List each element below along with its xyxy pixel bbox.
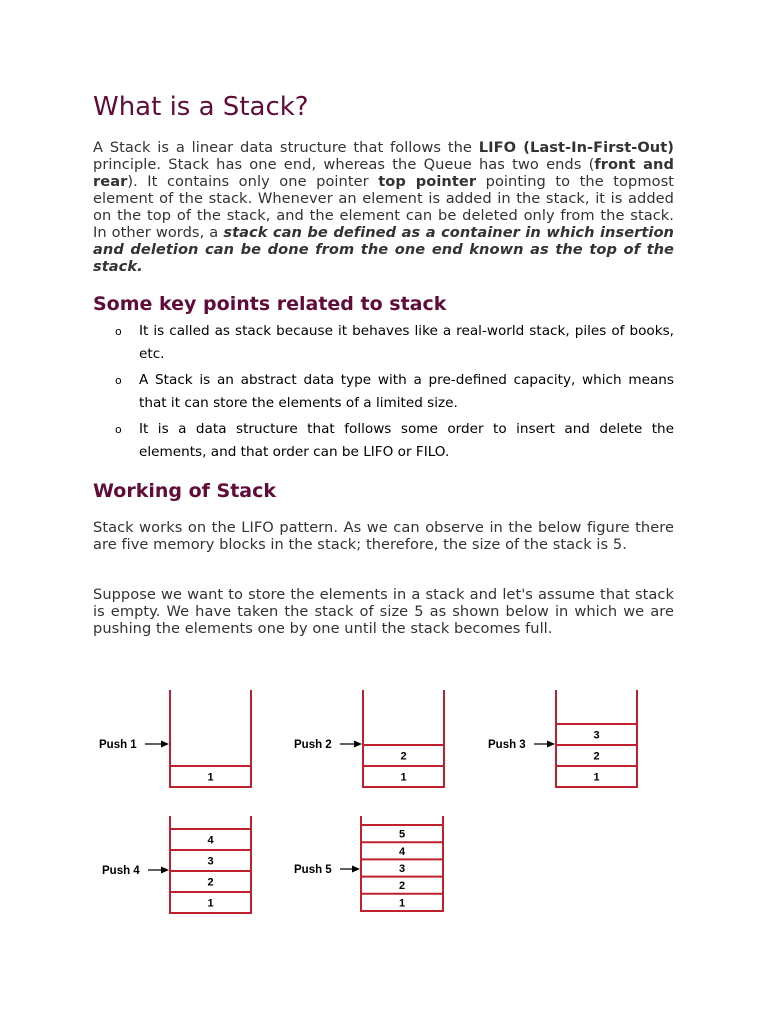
arrow-head-icon [547,741,555,748]
list-item-text: It is a data structure that follows some order to insert and delete the elements, and that order can be LIFO or FILO. [139,421,674,460]
stack-cell-value: 2 [593,750,600,763]
arrow-head-icon [354,741,362,748]
list-item-text: A Stack is an abstract data type with a pre-defined capacity, which means that it can store the elements of a limited size. [139,372,674,411]
list-item [93,418,674,464]
push-label: Push 4 [102,865,140,877]
intro-paragraph [93,139,674,275]
ends-term: front and rear [93,156,674,190]
stack-cell-value: 4 [398,845,406,858]
stack-cell-value: 3 [398,863,406,875]
stack-cell-value: 1 [207,771,214,784]
stack-5 [294,816,443,911]
stack-cell-value: 1 [398,897,406,910]
list-item-text: It is called as stack because it behaves like a real-world stack, piles of books, etc. [139,323,674,362]
page-title: What is a Stack? [93,92,309,122]
stack-container [361,816,443,911]
intro-text-1: A Stack is a linear data structure that follows the [93,139,479,156]
stack-cell-value: 2 [207,876,214,889]
key-points-list [93,320,674,467]
stack-1 [99,690,251,787]
stack-2 [294,690,444,787]
working-paragraph-1: Stack works on the LIFO pattern. As we can observe in the below figure there are five memory blocks in the stack; therefore, the size of the stack is 5. [93,519,674,553]
bullet-icon: o [115,423,122,436]
working-paragraph-2: Suppose we want to store the elements in a stack and let's assume that stack is empty. We have taken the stack of size 5 as shown below in which we are pushing the elements one by one until the stack becomes full. [93,586,674,637]
list-item [93,369,674,415]
push-label: Push 2 [294,739,332,751]
bullet-icon: o [115,374,122,387]
stack-definition: stack can be defined as a container in which insertion and deletion can be done from the one end known as the top of the stack. [93,224,674,275]
push-label: Push 1 [99,739,137,751]
stack-container [170,816,251,913]
stack-container [170,690,251,787]
push-label: Push 3 [488,739,526,751]
stack-container [363,690,444,787]
intro-text-2: principle. Stack has one end, whereas the Queue has two ends ( [93,156,595,173]
stack-cell-value: 3 [207,855,214,868]
lifo-term: LIFO (Last-In-First-Out) [478,139,674,156]
stack-4 [102,816,251,913]
stack-cell-value: 2 [398,880,406,893]
arrow-head-icon [352,866,360,873]
top-pointer-term: top pointer [378,173,477,190]
stack-3 [488,690,637,787]
arrow-head-icon [161,867,169,874]
list-item [93,320,674,366]
working-heading: Working of Stack [93,480,277,502]
stack-cell-value: 1 [207,897,214,910]
intro-text-4: pointing to the topmost element of the stack. Whenever an element is added in the stack, it is added on the top of the stack, and the element can be deleted only from the stack. In other words, a [93,173,675,241]
stack-cell-value: 1 [400,771,407,784]
bullet-icon: o [115,325,122,338]
stack-cell-value: 1 [593,771,600,784]
stack-cell-value: 2 [400,750,407,763]
arrow-head-icon [161,741,169,748]
push-label: Push 5 [294,864,332,876]
stack-cell-value: 4 [207,834,214,847]
key-points-heading: Some key points related to stack [93,293,447,315]
stack-container [556,690,637,787]
intro-text-3: ). It contains only one pointer [127,173,379,190]
stack-cell-value: 5 [398,828,406,841]
stack-cell-value: 3 [593,729,600,742]
